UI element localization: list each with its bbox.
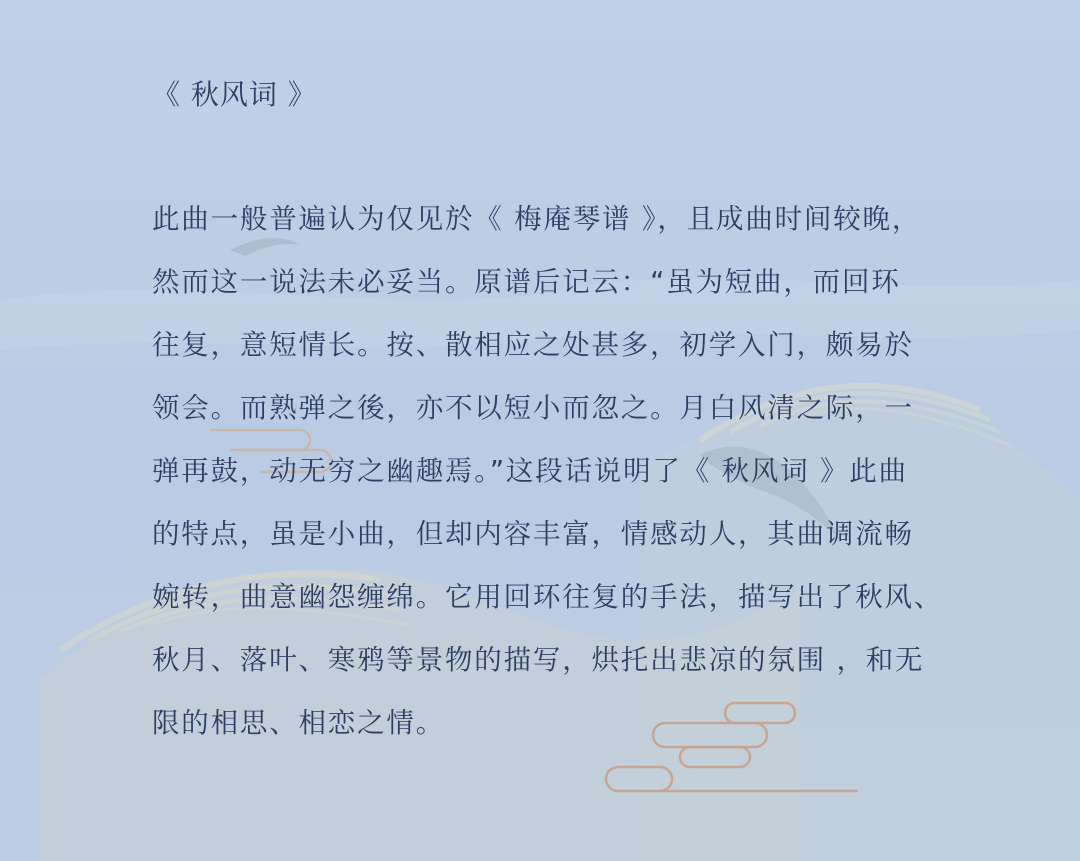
- text-line: 秋月、落叶、寒鸦等景物的描写，烘托出悲凉的氛围 ，和无: [152, 644, 925, 676]
- text-line: 往复，意短情长。按、散相应之处甚多，初学入门，颇易於: [152, 329, 914, 361]
- text-line: 领会。而熟弹之後，亦不以短小而忽之。月白风清之际，一: [152, 392, 914, 424]
- text-line: 限的相思、相恋之情。: [152, 707, 445, 739]
- poem-title: 《 秋风词 》: [152, 78, 317, 111]
- text-line: 的特点，虽是小曲，但却内容丰富，情感动人，其曲调流畅: [152, 518, 914, 550]
- text-line: 弹再鼓，动无穷之幽趣焉。”这段话说明了《 秋风词 》此曲: [152, 455, 908, 487]
- text-line: 婉转，曲意幽怨缠绵。它用回环往复的手法，描写出了秋风、: [152, 581, 944, 613]
- body-paragraph: [152, 194, 942, 761]
- text-line: 此曲一般普遍认为仅见於《 梅庵琴谱 》，且成曲时间较晚，: [152, 203, 922, 235]
- text-line: 然而这一说法未必妥当。原谱后记云：“虽为短曲，而回环: [152, 266, 901, 298]
